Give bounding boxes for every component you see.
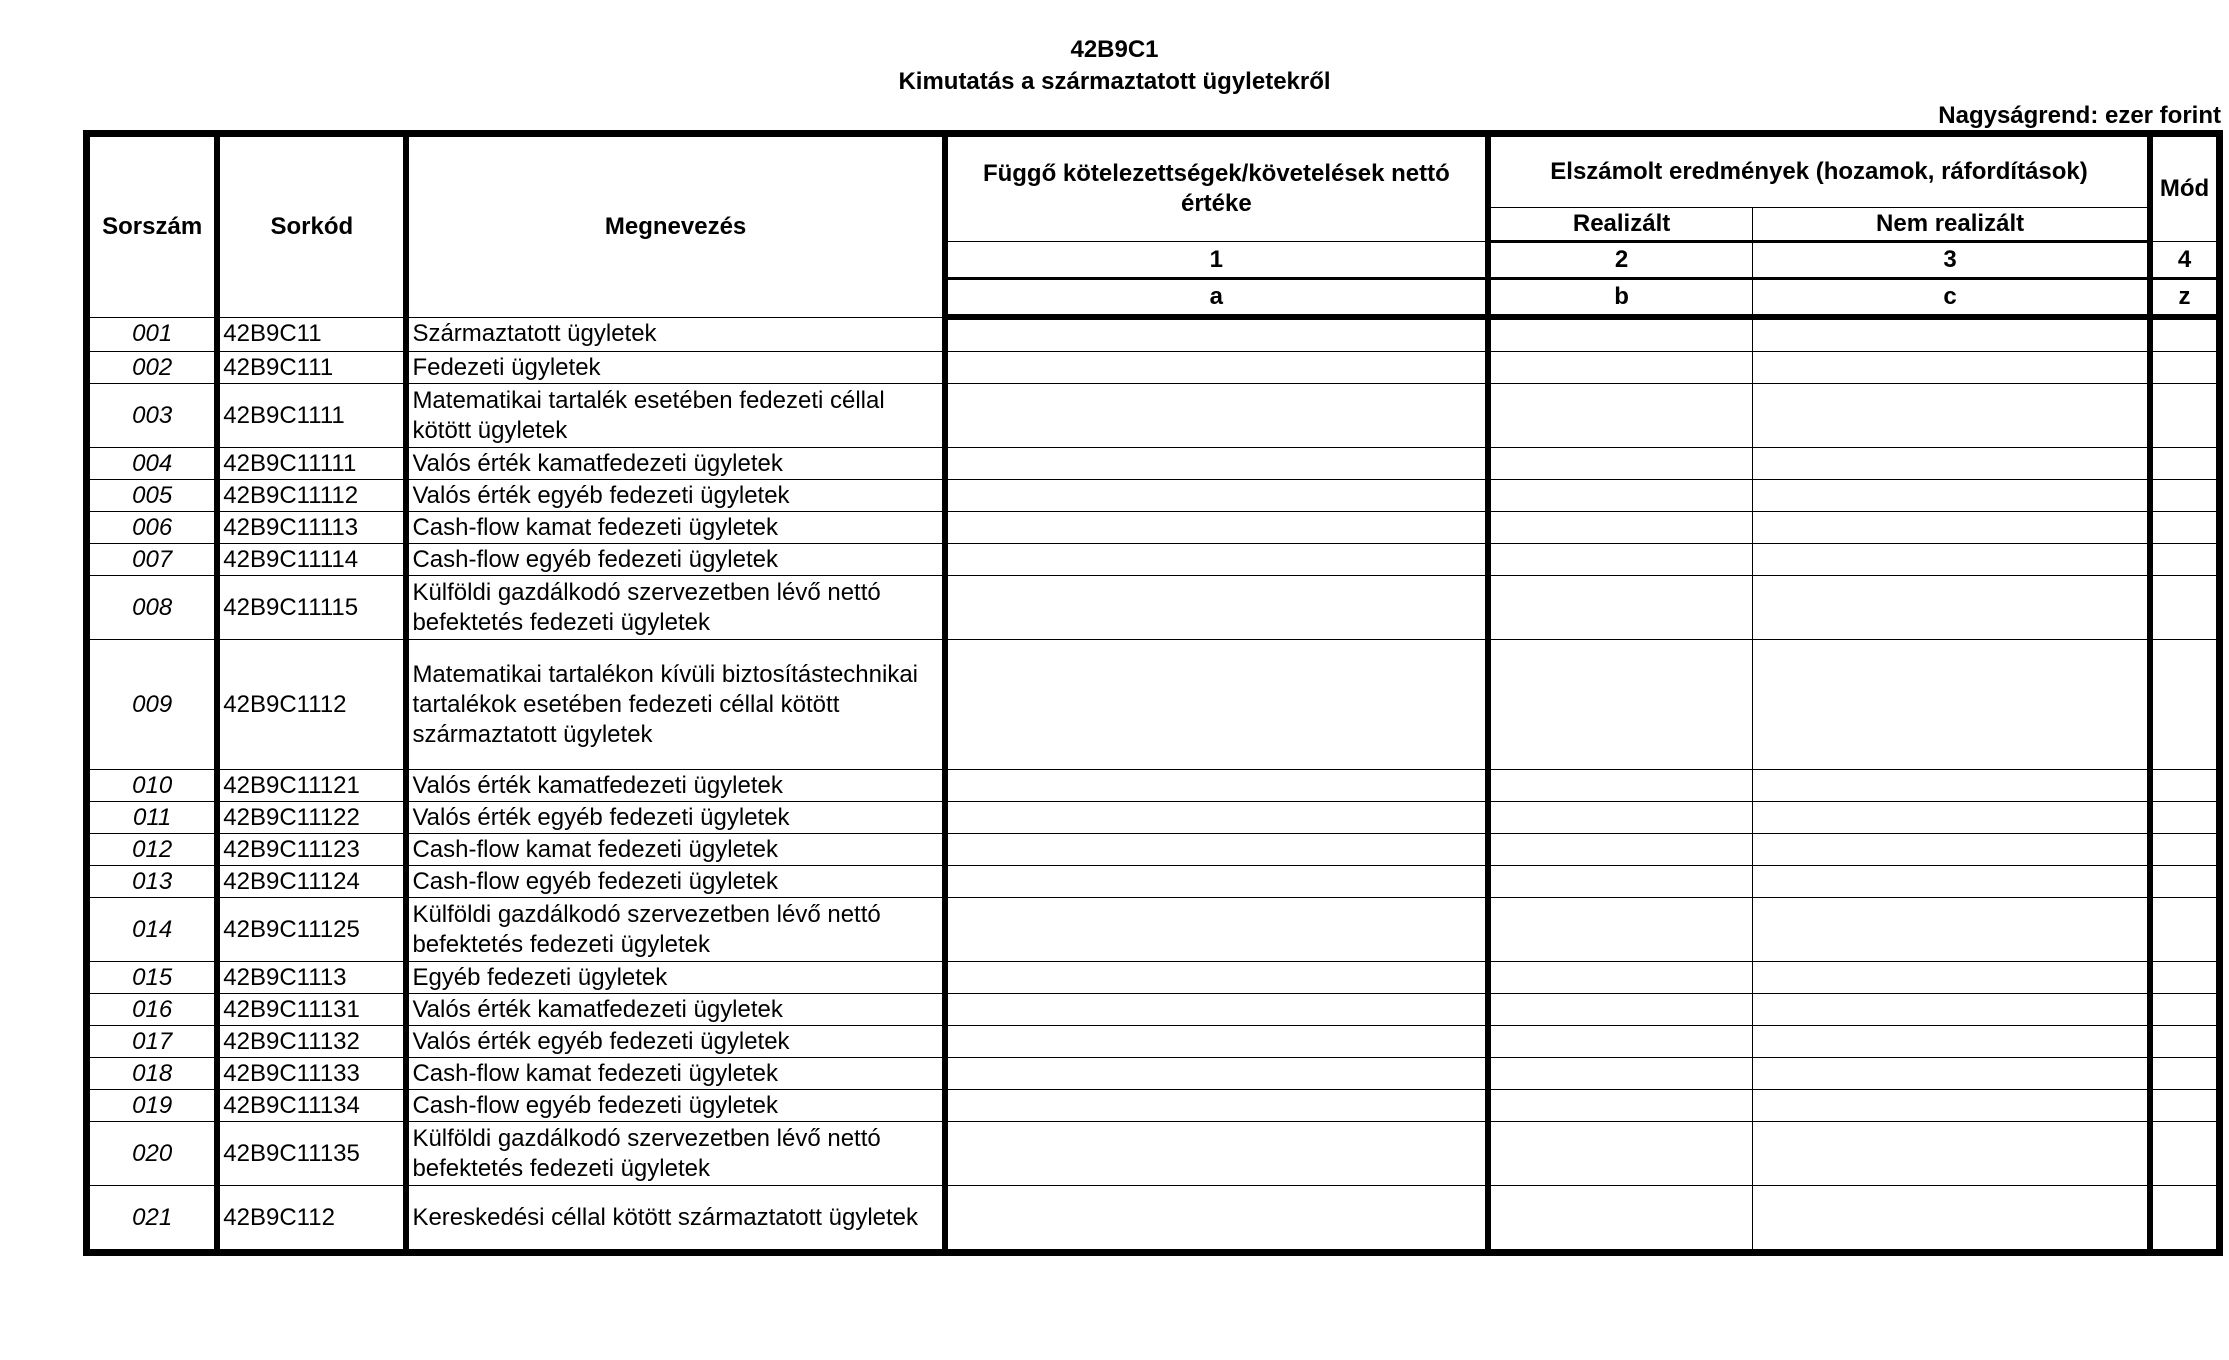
cell-a[interactable] bbox=[945, 384, 1488, 448]
cell-c[interactable] bbox=[1753, 544, 2150, 576]
row-sorszam: 015 bbox=[87, 962, 218, 994]
cell-b[interactable] bbox=[1488, 994, 1753, 1026]
cell-a[interactable] bbox=[945, 834, 1488, 866]
cell-c[interactable] bbox=[1753, 770, 2150, 802]
row-sorkod: 42B9C11124 bbox=[217, 866, 406, 898]
row-sorkod: 42B9C11113 bbox=[217, 512, 406, 544]
cell-a[interactable] bbox=[945, 480, 1488, 512]
row-sorkod: 42B9C11132 bbox=[217, 1026, 406, 1058]
cell-a[interactable] bbox=[945, 994, 1488, 1026]
row-sorkod: 42B9C112 bbox=[217, 1186, 406, 1253]
cell-a[interactable] bbox=[945, 962, 1488, 994]
row-sorkod: 42B9C11115 bbox=[217, 576, 406, 640]
table-row bbox=[87, 962, 2220, 994]
cell-z[interactable] bbox=[2150, 576, 2219, 640]
table-row bbox=[87, 576, 2220, 640]
cell-b[interactable] bbox=[1488, 770, 1753, 802]
row-sorkod: 42B9C11131 bbox=[217, 994, 406, 1026]
cell-c[interactable] bbox=[1753, 1058, 2150, 1090]
row-megnevezes: Matematikai tartalék esetében fedezeti céllal kötött ügyletek bbox=[406, 384, 944, 448]
cell-z[interactable] bbox=[2150, 802, 2219, 834]
cell-a[interactable] bbox=[945, 317, 1488, 352]
cell-c[interactable] bbox=[1753, 448, 2150, 480]
cell-a[interactable] bbox=[945, 898, 1488, 962]
cell-a[interactable] bbox=[945, 1186, 1488, 1253]
header-let-z: z bbox=[2150, 279, 2219, 318]
cell-b[interactable] bbox=[1488, 834, 1753, 866]
cell-z[interactable] bbox=[2150, 898, 2219, 962]
table-row bbox=[87, 1090, 2220, 1122]
derivatives-table bbox=[83, 130, 2223, 1256]
row-sorszam: 021 bbox=[87, 1186, 218, 1253]
cell-z[interactable] bbox=[2150, 352, 2219, 384]
header-num-4: 4 bbox=[2150, 242, 2219, 279]
row-megnevezes: Cash-flow egyéb fedezeti ügyletek bbox=[406, 866, 944, 898]
cell-a[interactable] bbox=[945, 1058, 1488, 1090]
cell-c[interactable] bbox=[1753, 317, 2150, 352]
cell-a[interactable] bbox=[945, 352, 1488, 384]
table-row bbox=[87, 384, 2220, 448]
cell-b[interactable] bbox=[1488, 544, 1753, 576]
row-megnevezes: Matematikai tartalékon kívüli biztosítástechnikai tartalékok esetében fedezeti céllal kötött származtatott ügyletek bbox=[406, 640, 944, 770]
cell-z[interactable] bbox=[2150, 512, 2219, 544]
header-let-b: b bbox=[1488, 279, 1753, 318]
header-megnevezes: Megnevezés bbox=[406, 134, 944, 318]
row-sorkod: 42B9C11 bbox=[217, 317, 406, 352]
cell-z[interactable] bbox=[2150, 1026, 2219, 1058]
cell-c[interactable] bbox=[1753, 866, 2150, 898]
table-row bbox=[87, 834, 2220, 866]
row-megnevezes: Cash-flow egyéb fedezeti ügyletek bbox=[406, 1090, 944, 1122]
cell-b[interactable] bbox=[1488, 640, 1753, 770]
row-sorszam: 002 bbox=[87, 352, 218, 384]
row-megnevezes: Kereskedési céllal kötött származtatott ügyletek bbox=[406, 1186, 944, 1253]
table-row bbox=[87, 317, 2220, 352]
row-megnevezes: Valós érték kamatfedezeti ügyletek bbox=[406, 770, 944, 802]
header-nem-realizalt: Nem realizált bbox=[1753, 208, 2150, 242]
cell-z[interactable] bbox=[2150, 640, 2219, 770]
cell-c[interactable] bbox=[1753, 1026, 2150, 1058]
cell-a[interactable] bbox=[945, 640, 1488, 770]
cell-c[interactable] bbox=[1753, 640, 2150, 770]
row-megnevezes: Külföldi gazdálkodó szervezetben lévő nettó befektetés fedezeti ügyletek bbox=[406, 1122, 944, 1186]
cell-a[interactable] bbox=[945, 1122, 1488, 1186]
unit-label: Nagyságrend: ezer forint bbox=[1938, 102, 2221, 129]
row-sorszam: 020 bbox=[87, 1122, 218, 1186]
row-sorszam: 019 bbox=[87, 1090, 218, 1122]
table-row bbox=[87, 480, 2220, 512]
cell-a[interactable] bbox=[945, 576, 1488, 640]
table-row bbox=[87, 448, 2220, 480]
row-megnevezes: Cash-flow kamat fedezeti ügyletek bbox=[406, 512, 944, 544]
table-row bbox=[87, 866, 2220, 898]
row-sorkod: 42B9C11125 bbox=[217, 898, 406, 962]
cell-b[interactable] bbox=[1488, 448, 1753, 480]
row-megnevezes: Cash-flow egyéb fedezeti ügyletek bbox=[406, 544, 944, 576]
cell-z[interactable] bbox=[2150, 384, 2219, 448]
cell-b[interactable] bbox=[1488, 898, 1753, 962]
header-let-c: c bbox=[1753, 279, 2150, 318]
row-sorkod: 42B9C11134 bbox=[217, 1090, 406, 1122]
header-num-1: 1 bbox=[945, 242, 1488, 279]
header-num-3: 3 bbox=[1753, 242, 2150, 279]
row-sorkod: 42B9C1113 bbox=[217, 962, 406, 994]
row-megnevezes: Egyéb fedezeti ügyletek bbox=[406, 962, 944, 994]
cell-a[interactable] bbox=[945, 1090, 1488, 1122]
cell-a[interactable] bbox=[945, 770, 1488, 802]
cell-c[interactable] bbox=[1753, 352, 2150, 384]
header-sorkod: Sorkód bbox=[217, 134, 406, 318]
row-sorkod: 42B9C11112 bbox=[217, 480, 406, 512]
cell-z[interactable] bbox=[2150, 866, 2219, 898]
row-sorkod: 42B9C11123 bbox=[217, 834, 406, 866]
row-sorszam: 013 bbox=[87, 866, 218, 898]
form-code: 42B9C1 bbox=[1070, 36, 1159, 63]
cell-b[interactable] bbox=[1488, 1090, 1753, 1122]
header-elszamolt: Elszámolt eredmények (hozamok, ráfordítások) bbox=[1488, 134, 2150, 208]
header-fuggo: Függő kötelezettségek/követelések nettó értéke bbox=[945, 134, 1488, 242]
row-sorszam: 004 bbox=[87, 448, 218, 480]
cell-z[interactable] bbox=[2150, 962, 2219, 994]
row-sorszam: 005 bbox=[87, 480, 218, 512]
cell-b[interactable] bbox=[1488, 962, 1753, 994]
cell-c[interactable] bbox=[1753, 384, 2150, 448]
cell-z[interactable] bbox=[2150, 544, 2219, 576]
cell-c[interactable] bbox=[1753, 512, 2150, 544]
cell-b[interactable] bbox=[1488, 802, 1753, 834]
cell-b[interactable] bbox=[1488, 1186, 1753, 1253]
cell-z[interactable] bbox=[2150, 448, 2219, 480]
cell-a[interactable] bbox=[945, 802, 1488, 834]
row-sorszam: 006 bbox=[87, 512, 218, 544]
row-megnevezes: Fedezeti ügyletek bbox=[406, 352, 944, 384]
row-megnevezes: Külföldi gazdálkodó szervezetben lévő nettó befektetés fedezeti ügyletek bbox=[406, 898, 944, 962]
cell-a[interactable] bbox=[945, 448, 1488, 480]
row-megnevezes: Külföldi gazdálkodó szervezetben lévő nettó befektetés fedezeti ügyletek bbox=[406, 576, 944, 640]
row-megnevezes: Származtatott ügyletek bbox=[406, 317, 944, 352]
table-row bbox=[87, 544, 2220, 576]
cell-c[interactable] bbox=[1753, 802, 2150, 834]
row-sorszam: 008 bbox=[87, 576, 218, 640]
cell-z[interactable] bbox=[2150, 1058, 2219, 1090]
table-row bbox=[87, 1058, 2220, 1090]
header-realizalt: Realizált bbox=[1488, 208, 1753, 242]
row-sorkod: 42B9C11114 bbox=[217, 544, 406, 576]
row-sorkod: 42B9C11111 bbox=[217, 448, 406, 480]
row-sorszam: 017 bbox=[87, 1026, 218, 1058]
cell-c[interactable] bbox=[1753, 576, 2150, 640]
cell-a[interactable] bbox=[945, 544, 1488, 576]
cell-c[interactable] bbox=[1753, 994, 2150, 1026]
header-num-2: 2 bbox=[1488, 242, 1753, 279]
cell-z[interactable] bbox=[2150, 1090, 2219, 1122]
row-sorkod: 42B9C11133 bbox=[217, 1058, 406, 1090]
row-sorszam: 012 bbox=[87, 834, 218, 866]
cell-z[interactable] bbox=[2150, 1122, 2219, 1186]
row-sorszam: 016 bbox=[87, 994, 218, 1026]
table-row bbox=[87, 770, 2220, 802]
header-mod: Mód bbox=[2150, 134, 2219, 242]
cell-a[interactable] bbox=[945, 866, 1488, 898]
cell-b[interactable] bbox=[1488, 352, 1753, 384]
form-title: Kimutatás a származtatott ügyletekről bbox=[898, 68, 1331, 95]
table-row bbox=[87, 1026, 2220, 1058]
table-row bbox=[87, 802, 2220, 834]
row-sorszam: 014 bbox=[87, 898, 218, 962]
cell-z[interactable] bbox=[2150, 317, 2219, 352]
cell-b[interactable] bbox=[1488, 1122, 1753, 1186]
row-sorkod: 42B9C11135 bbox=[217, 1122, 406, 1186]
row-megnevezes: Valós érték kamatfedezeti ügyletek bbox=[406, 448, 944, 480]
row-sorszam: 009 bbox=[87, 640, 218, 770]
header-sorszam: Sorszám bbox=[87, 134, 218, 318]
cell-b[interactable] bbox=[1488, 480, 1753, 512]
cell-b[interactable] bbox=[1488, 866, 1753, 898]
cell-b[interactable] bbox=[1488, 1026, 1753, 1058]
row-sorszam: 011 bbox=[87, 802, 218, 834]
cell-c[interactable] bbox=[1753, 898, 2150, 962]
row-sorszam: 010 bbox=[87, 770, 218, 802]
cell-z[interactable] bbox=[2150, 480, 2219, 512]
row-megnevezes: Valós érték egyéb fedezeti ügyletek bbox=[406, 480, 944, 512]
cell-z[interactable] bbox=[2150, 994, 2219, 1026]
row-sorkod: 42B9C111 bbox=[217, 352, 406, 384]
cell-c[interactable] bbox=[1753, 480, 2150, 512]
table-row bbox=[87, 994, 2220, 1026]
table-row bbox=[87, 1122, 2220, 1186]
row-sorszam: 003 bbox=[87, 384, 218, 448]
row-megnevezes: Valós érték egyéb fedezeti ügyletek bbox=[406, 802, 944, 834]
row-megnevezes: Valós érték egyéb fedezeti ügyletek bbox=[406, 1026, 944, 1058]
row-sorszam: 007 bbox=[87, 544, 218, 576]
cell-c[interactable] bbox=[1753, 834, 2150, 866]
cell-b[interactable] bbox=[1488, 512, 1753, 544]
row-sorkod: 42B9C11122 bbox=[217, 802, 406, 834]
cell-b[interactable] bbox=[1488, 384, 1753, 448]
cell-c[interactable] bbox=[1753, 962, 2150, 994]
row-sorkod: 42B9C11121 bbox=[217, 770, 406, 802]
header-let-a: a bbox=[945, 279, 1488, 318]
row-sorszam: 001 bbox=[87, 317, 218, 352]
row-sorkod: 42B9C1112 bbox=[217, 640, 406, 770]
cell-z[interactable] bbox=[2150, 770, 2219, 802]
cell-z[interactable] bbox=[2150, 834, 2219, 866]
table-row bbox=[87, 640, 2220, 770]
cell-b[interactable] bbox=[1488, 1058, 1753, 1090]
cell-b[interactable] bbox=[1488, 317, 1753, 352]
row-megnevezes: Valós érték kamatfedezeti ügyletek bbox=[406, 994, 944, 1026]
cell-c[interactable] bbox=[1753, 1090, 2150, 1122]
table-row bbox=[87, 512, 2220, 544]
cell-c[interactable] bbox=[1753, 1186, 2150, 1253]
table-row bbox=[87, 352, 2220, 384]
cell-c[interactable] bbox=[1753, 1122, 2150, 1186]
row-sorszam: 018 bbox=[87, 1058, 218, 1090]
row-megnevezes: Cash-flow kamat fedezeti ügyletek bbox=[406, 1058, 944, 1090]
table-row bbox=[87, 898, 2220, 962]
cell-z[interactable] bbox=[2150, 1186, 2219, 1253]
cell-b[interactable] bbox=[1488, 576, 1753, 640]
cell-a[interactable] bbox=[945, 1026, 1488, 1058]
row-sorkod: 42B9C1111 bbox=[217, 384, 406, 448]
row-megnevezes: Cash-flow kamat fedezeti ügyletek bbox=[406, 834, 944, 866]
cell-a[interactable] bbox=[945, 512, 1488, 544]
table-row bbox=[87, 1186, 2220, 1253]
